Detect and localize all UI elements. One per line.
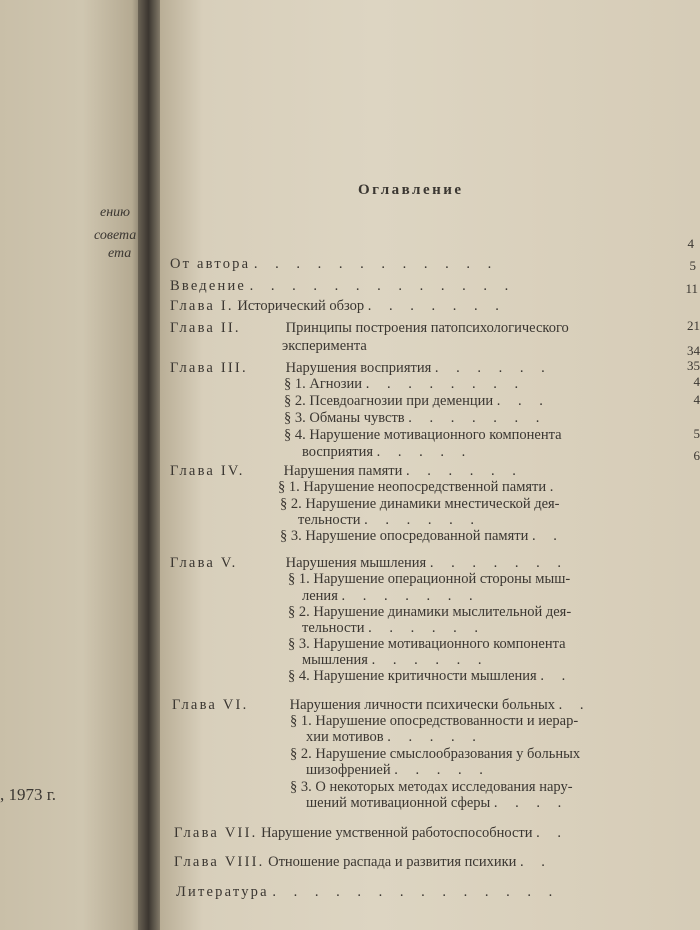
toc-chapter-6 xyxy=(172,697,591,714)
toc-section xyxy=(280,528,564,545)
left-page xyxy=(0,0,150,930)
leader-dots: . . xyxy=(540,668,573,684)
toc-section: § 2. Нарушение динамики мыслительной дея- xyxy=(288,604,572,620)
leader-dots: . . . . . . xyxy=(364,512,482,528)
toc-section xyxy=(278,479,560,496)
toc-entry-introduction xyxy=(170,278,515,295)
left-page-fragment: ета xyxy=(108,246,132,261)
leader-dots: . . xyxy=(558,697,591,713)
chapter-title: Нарушения мышления xyxy=(285,555,427,571)
leader-dots: . . . . . . . . . . . . . . xyxy=(272,884,560,900)
leader-dots: . . xyxy=(531,528,564,544)
section-title: § 3. Нарушение опосредованной памяти xyxy=(280,528,529,544)
leader-dots: . . . . . . . . xyxy=(365,376,526,392)
toc-section: § 2. Нарушение смыслообразования у больных xyxy=(290,746,581,762)
toc-chapter-4 xyxy=(170,463,523,480)
chapter-label: Глава II. xyxy=(170,320,241,336)
toc-chapter-7 xyxy=(174,825,568,842)
section-title: § 4. Нарушение критичности мышления xyxy=(288,668,537,684)
toc-section: § 1. Нарушение опосредствованности и иерар- xyxy=(290,713,579,729)
chapter-title: Нарушение умственной работоспособности xyxy=(261,825,533,841)
chapter-label: Глава VI. xyxy=(172,697,249,713)
toc-entry-label: От автора xyxy=(170,256,251,272)
section-title-continued xyxy=(302,652,488,669)
toc-entry-from-author xyxy=(170,256,498,273)
section-title: § 1. Нарушение неопосредственной памяти xyxy=(278,479,547,495)
chapter-title: Нарушения памяти xyxy=(283,463,403,479)
section-title-continued xyxy=(306,795,568,812)
left-page-year: , 1973 г. xyxy=(0,785,57,804)
leader-dots: . . . . . . . xyxy=(408,410,547,426)
leader-dots: . . . . . . xyxy=(406,463,523,479)
chapter-title: Отношение распада и развития психики xyxy=(268,854,517,870)
section-continuation: тельности xyxy=(302,620,365,636)
section-title: § 1. Агнозии xyxy=(284,376,363,392)
section-continuation: шений мотивационной сферы xyxy=(306,795,491,811)
section-continuation: ления xyxy=(302,588,338,604)
chapter-title-continued: эксперимента xyxy=(282,338,367,354)
section-title-continued xyxy=(302,588,480,605)
leader-dots: . . . . . . xyxy=(371,652,489,668)
leader-dots: . . . . . . . . . . . . xyxy=(253,256,499,272)
section-title: § 2. Псевдоагнозии при деменции xyxy=(284,393,494,409)
chapter-label: Глава VII. xyxy=(174,825,258,841)
section-title-continued xyxy=(306,729,483,746)
leader-dots: . . . . . . . . . . . . . xyxy=(249,278,516,294)
toc-section: § 3. Нарушение мотивационного компонента xyxy=(288,636,566,652)
leader-dots: . . . xyxy=(496,393,550,409)
leader-dots: . . xyxy=(536,825,568,841)
leader-dots: . . . . . xyxy=(387,729,483,745)
page-number: 35 xyxy=(687,358,700,373)
section-title-continued xyxy=(302,444,472,461)
chapter-label: Глава VIII. xyxy=(174,854,265,870)
section-title-continued xyxy=(298,512,481,529)
toc-section xyxy=(284,376,525,393)
section-title: § 3. Обманы чувств xyxy=(284,410,405,426)
page-number: 11 xyxy=(685,281,698,296)
toc-entry-label: Введение xyxy=(170,278,247,294)
page-number: 4 xyxy=(693,392,700,407)
left-page-fragment: ению xyxy=(100,205,131,220)
leader-dots: . . . . . . . xyxy=(429,555,568,571)
section-continuation: восприятия xyxy=(302,444,373,460)
toc-section: § 4. Нарушение мотивационного компонента xyxy=(284,427,562,443)
toc-entry-label: Литература xyxy=(176,884,269,900)
leader-dots: . xyxy=(549,479,561,495)
page-number: 4 xyxy=(693,374,700,389)
chapter-title: Исторический обзор xyxy=(237,298,365,314)
page-number: 4 xyxy=(687,236,694,251)
chapter-label: Глава IV. xyxy=(170,463,245,479)
chapter-title: Нарушения восприятия xyxy=(285,360,432,376)
page-number: 5 xyxy=(689,258,696,273)
chapter-title: Нарушения личности психически больных xyxy=(289,697,556,713)
leader-dots: . . . . . . xyxy=(368,620,486,636)
leader-dots: . . xyxy=(520,854,552,870)
chapter-label: Глава III. xyxy=(170,360,248,376)
toc-chapter-3 xyxy=(170,360,552,377)
section-title-continued xyxy=(302,620,485,637)
toc-section: § 3. О некоторых методах исследования нару- xyxy=(290,779,573,795)
page-number: 5 xyxy=(693,426,700,441)
section-continuation: шизофренией xyxy=(306,762,391,778)
section-continuation: мышления xyxy=(302,652,368,668)
section-continuation: тельности xyxy=(298,512,361,528)
chapter-label: Глава I. xyxy=(170,298,234,314)
leader-dots: . . . . . . . xyxy=(341,588,480,604)
chapter-title: Принципы построения патопсихологического xyxy=(285,320,569,336)
page-title: Оглавление xyxy=(358,182,464,198)
toc-chapter-5 xyxy=(170,555,568,572)
leader-dots: . . . . . . . xyxy=(367,298,506,314)
toc-section: § 1. Нарушение операционной стороны мыш- xyxy=(288,571,571,587)
leader-dots: . . . . . xyxy=(376,444,473,460)
page-number: 6 xyxy=(693,448,700,463)
leader-dots: . . . . xyxy=(493,795,569,811)
toc-chapter-1 xyxy=(170,298,506,315)
toc-section: § 2. Нарушение динамики мнестической дея- xyxy=(280,496,560,512)
toc-entry-literature xyxy=(176,884,559,901)
page-number: 34 xyxy=(687,343,700,358)
toc-section xyxy=(288,668,572,685)
leader-dots: . . . . . xyxy=(394,762,490,778)
toc-section xyxy=(284,410,546,427)
left-page-fragment: совета xyxy=(94,228,137,243)
section-title-continued xyxy=(306,762,490,779)
toc-section xyxy=(284,393,550,410)
leader-dots: . . . . . . xyxy=(434,360,552,376)
page-number: 21 xyxy=(687,318,700,333)
toc-chapter-8 xyxy=(174,854,552,871)
toc-chapter-2 xyxy=(170,320,569,337)
chapter-label: Глава V. xyxy=(170,555,238,571)
section-continuation: хии мотивов xyxy=(306,729,384,745)
